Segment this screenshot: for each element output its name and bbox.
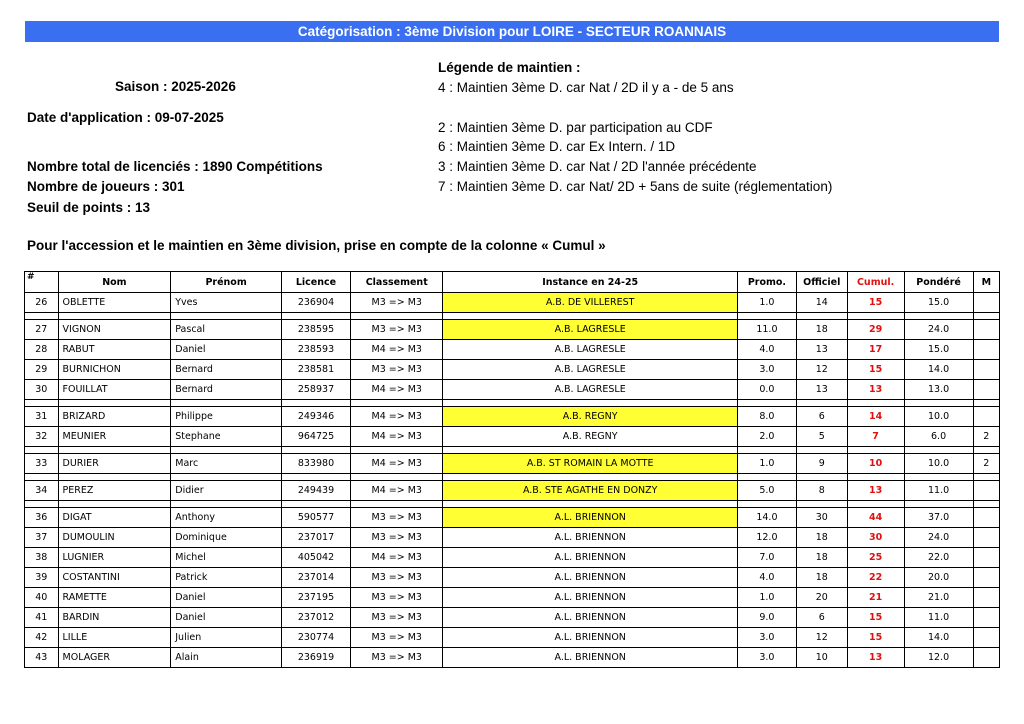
- cell-licence: 249439: [281, 481, 350, 501]
- cell-officiel: 18: [796, 528, 847, 548]
- cell-number: 39: [25, 568, 59, 588]
- cell-nom: MEUNIER: [58, 427, 171, 447]
- col-header-cumul: Cumul.: [847, 272, 904, 293]
- separator-cell: [58, 501, 171, 508]
- cell-officiel: 18: [796, 320, 847, 340]
- separator-cell: [281, 501, 350, 508]
- cell-instance: A.B. REGNY: [443, 407, 738, 427]
- cell-number: 30: [25, 380, 59, 400]
- cell-licence: 405042: [281, 548, 350, 568]
- cell-officiel: 5: [796, 427, 847, 447]
- separator-cell: [171, 501, 282, 508]
- cell-promo: 5.0: [737, 481, 796, 501]
- cell-pondere: 14.0: [904, 628, 973, 648]
- cell-m: [973, 588, 999, 608]
- cell-promo: 3.0: [737, 628, 796, 648]
- cell-number: 43: [25, 648, 59, 668]
- cell-instance: A.L. BRIENNON: [443, 528, 738, 548]
- cell-promo: 14.0: [737, 508, 796, 528]
- separator-cell: [904, 474, 973, 481]
- cell-cumul: 44: [847, 508, 904, 528]
- cell-prenom: Anthony: [171, 508, 282, 528]
- cell-promo: 2.0: [737, 427, 796, 447]
- cell-pondere: 10.0: [904, 407, 973, 427]
- table-row: [25, 568, 1000, 588]
- cell-instance: A.L. BRIENNON: [443, 608, 738, 628]
- separator-cell: [351, 313, 443, 320]
- col-header-promo: Promo.: [737, 272, 796, 293]
- cell-prenom: Bernard: [171, 380, 282, 400]
- cell-licence: 964725: [281, 427, 350, 447]
- cell-licence: 236904: [281, 293, 350, 313]
- separator-cell: [443, 447, 738, 454]
- legend-item: 6 : Maintien 3ème D. car Ex Intern. / 1D: [438, 139, 676, 154]
- cell-cumul: 21: [847, 588, 904, 608]
- separator-cell: [847, 313, 904, 320]
- separator-cell: [847, 400, 904, 407]
- cell-number: 36: [25, 508, 59, 528]
- col-header-instance: Instance en 24-25: [443, 272, 738, 293]
- separator-cell: [847, 474, 904, 481]
- table-row: [25, 293, 1000, 313]
- separator-cell: [737, 474, 796, 481]
- cell-instance: A.B. DE VILLEREST: [443, 293, 738, 313]
- cell-licence: 590577: [281, 508, 350, 528]
- separator-cell: [443, 313, 738, 320]
- cell-promo: 12.0: [737, 528, 796, 548]
- cell-instance: A.B. REGNY: [443, 427, 738, 447]
- separator-cell: [25, 474, 59, 481]
- cell-pondere: 20.0: [904, 568, 973, 588]
- separator-cell: [351, 400, 443, 407]
- cell-licence: 237014: [281, 568, 350, 588]
- cell-classement: M3 => M3: [351, 508, 443, 528]
- cell-instance: A.B. LAGRESLE: [443, 340, 738, 360]
- cell-licence: 238581: [281, 360, 350, 380]
- cell-cumul: 30: [847, 528, 904, 548]
- cell-nom: RAMETTE: [58, 588, 171, 608]
- cell-classement: M4 => M3: [351, 454, 443, 474]
- cell-pondere: 11.0: [904, 608, 973, 628]
- cell-instance: A.L. BRIENNON: [443, 628, 738, 648]
- cell-classement: M3 => M3: [351, 320, 443, 340]
- cell-classement: M3 => M3: [351, 608, 443, 628]
- separator-cell: [973, 501, 999, 508]
- cell-number: 26: [25, 293, 59, 313]
- separator-cell: [904, 400, 973, 407]
- cell-promo: 1.0: [737, 588, 796, 608]
- cell-pondere: 10.0: [904, 454, 973, 474]
- table-row: [25, 427, 1000, 447]
- cell-m: 2: [973, 454, 999, 474]
- cell-cumul: 25: [847, 548, 904, 568]
- separator-cell: [443, 400, 738, 407]
- cell-number: 41: [25, 608, 59, 628]
- separator-cell: [737, 313, 796, 320]
- legend-item: 2 : Maintien 3ème D. par participation au CDF: [438, 120, 713, 135]
- cell-licence: 258937: [281, 380, 350, 400]
- cell-classement: M4 => M3: [351, 407, 443, 427]
- separator-cell: [737, 400, 796, 407]
- cell-pondere: 12.0: [904, 648, 973, 668]
- cell-nom: MOLAGER: [58, 648, 171, 668]
- separator-row: [25, 474, 1000, 481]
- cell-instance: A.B. LAGRESLE: [443, 360, 738, 380]
- cell-m: [973, 648, 999, 668]
- col-header-number: #: [25, 272, 59, 293]
- cell-prenom: Philippe: [171, 407, 282, 427]
- cell-instance: A.B. LAGRESLE: [443, 320, 738, 340]
- cell-prenom: Stephane: [171, 427, 282, 447]
- cell-licence: 249346: [281, 407, 350, 427]
- cell-licence: 230774: [281, 628, 350, 648]
- cell-nom: BARDIN: [58, 608, 171, 628]
- cell-officiel: 6: [796, 407, 847, 427]
- cell-classement: M3 => M3: [351, 588, 443, 608]
- cumul-note: Pour l'accession et le maintien en 3ème division, prise en compte de la colonne « Cumul »: [27, 238, 606, 253]
- cell-promo: 4.0: [737, 568, 796, 588]
- separator-cell: [58, 447, 171, 454]
- separator-cell: [904, 313, 973, 320]
- cell-officiel: 10: [796, 648, 847, 668]
- cell-instance: A.L. BRIENNON: [443, 548, 738, 568]
- seuil-points-label: Seuil de points : 13: [27, 200, 151, 215]
- col-header-nom: Nom: [58, 272, 171, 293]
- table-row: [25, 648, 1000, 668]
- cell-prenom: Julien: [171, 628, 282, 648]
- cell-pondere: 24.0: [904, 320, 973, 340]
- cell-instance: A.B. LAGRESLE: [443, 380, 738, 400]
- table-row: [25, 588, 1000, 608]
- separator-cell: [796, 400, 847, 407]
- cell-promo: 8.0: [737, 407, 796, 427]
- separator-cell: [973, 400, 999, 407]
- cell-number: 31: [25, 407, 59, 427]
- separator-cell: [351, 474, 443, 481]
- cell-cumul: 29: [847, 320, 904, 340]
- cell-officiel: 12: [796, 360, 847, 380]
- separator-cell: [796, 313, 847, 320]
- cell-instance: A.B. STE AGATHE EN DONZY: [443, 481, 738, 501]
- cell-classement: M3 => M3: [351, 528, 443, 548]
- separator-cell: [796, 501, 847, 508]
- table-row: [25, 340, 1000, 360]
- separator-cell: [973, 474, 999, 481]
- legend-title: Légende de maintien :: [438, 60, 581, 75]
- cell-classement: M4 => M3: [351, 481, 443, 501]
- cell-m: [973, 407, 999, 427]
- table-row: [25, 320, 1000, 340]
- separator-cell: [171, 447, 282, 454]
- cell-classement: M3 => M3: [351, 293, 443, 313]
- cell-prenom: Alain: [171, 648, 282, 668]
- cell-classement: M3 => M3: [351, 360, 443, 380]
- cell-prenom: Daniel: [171, 588, 282, 608]
- cell-m: [973, 320, 999, 340]
- separator-cell: [58, 400, 171, 407]
- separator-row: [25, 313, 1000, 320]
- cell-m: [973, 340, 999, 360]
- cell-number: 37: [25, 528, 59, 548]
- legend-item: 4 : Maintien 3ème D. car Nat / 2D il y a - de 5 ans: [438, 80, 734, 95]
- cell-pondere: 37.0: [904, 508, 973, 528]
- cell-cumul: 17: [847, 340, 904, 360]
- separator-cell: [443, 474, 738, 481]
- cell-pondere: 13.0: [904, 380, 973, 400]
- cell-pondere: 6.0: [904, 427, 973, 447]
- separator-cell: [281, 400, 350, 407]
- cell-licence: 833980: [281, 454, 350, 474]
- separator-row: [25, 447, 1000, 454]
- table-row: [25, 528, 1000, 548]
- cell-cumul: 15: [847, 628, 904, 648]
- separator-cell: [737, 501, 796, 508]
- cell-number: 40: [25, 588, 59, 608]
- saison-label: Saison : 2025-2026: [115, 79, 236, 94]
- cell-officiel: 9: [796, 454, 847, 474]
- cell-classement: M3 => M3: [351, 648, 443, 668]
- cell-cumul: 15: [847, 608, 904, 628]
- cell-nom: DURIER: [58, 454, 171, 474]
- cell-classement: M4 => M3: [351, 427, 443, 447]
- cell-prenom: Patrick: [171, 568, 282, 588]
- cell-nom: LILLE: [58, 628, 171, 648]
- separator-cell: [904, 447, 973, 454]
- legend-item: 7 : Maintien 3ème D. car Nat/ 2D + 5ans de suite (réglementation): [438, 179, 833, 194]
- separator-row: [25, 400, 1000, 407]
- cell-number: 42: [25, 628, 59, 648]
- table-row: [25, 481, 1000, 501]
- cell-cumul: 15: [847, 360, 904, 380]
- cell-instance: A.L. BRIENNON: [443, 568, 738, 588]
- cell-promo: 3.0: [737, 360, 796, 380]
- cell-number: 27: [25, 320, 59, 340]
- cell-promo: 1.0: [737, 293, 796, 313]
- page-banner-title: Catégorisation : 3ème Division pour LOIRE - SECTEUR ROANNAIS: [25, 21, 999, 42]
- cell-prenom: Daniel: [171, 608, 282, 628]
- cell-licence: 237012: [281, 608, 350, 628]
- separator-cell: [171, 313, 282, 320]
- cell-officiel: 30: [796, 508, 847, 528]
- cell-classement: M4 => M3: [351, 548, 443, 568]
- cell-nom: BURNICHON: [58, 360, 171, 380]
- cell-officiel: 14: [796, 293, 847, 313]
- separator-cell: [351, 447, 443, 454]
- table-body: [25, 293, 1000, 668]
- cell-classement: M4 => M3: [351, 380, 443, 400]
- cell-cumul: 14: [847, 407, 904, 427]
- cell-instance: A.L. BRIENNON: [443, 648, 738, 668]
- total-licencies-label: Nombre total de licenciés : 1890 Compétitions: [27, 159, 323, 174]
- cell-m: [973, 628, 999, 648]
- table-row: [25, 548, 1000, 568]
- col-header-licence: Licence: [281, 272, 350, 293]
- separator-cell: [171, 400, 282, 407]
- cell-m: [973, 360, 999, 380]
- separator-cell: [25, 501, 59, 508]
- table-row: [25, 380, 1000, 400]
- separator-row: [25, 501, 1000, 508]
- cell-m: [973, 481, 999, 501]
- cell-m: [973, 293, 999, 313]
- separator-cell: [973, 447, 999, 454]
- cell-pondere: 15.0: [904, 340, 973, 360]
- separator-cell: [25, 447, 59, 454]
- cell-instance: A.B. ST ROMAIN LA MOTTE: [443, 454, 738, 474]
- cell-officiel: 20: [796, 588, 847, 608]
- cell-classement: M3 => M3: [351, 628, 443, 648]
- separator-cell: [281, 447, 350, 454]
- cell-prenom: Didier: [171, 481, 282, 501]
- separator-cell: [796, 447, 847, 454]
- cell-number: 38: [25, 548, 59, 568]
- cell-prenom: Yves: [171, 293, 282, 313]
- cell-nom: PEREZ: [58, 481, 171, 501]
- players-table: [24, 271, 1000, 668]
- cell-promo: 4.0: [737, 340, 796, 360]
- cell-officiel: 6: [796, 608, 847, 628]
- cell-cumul: 7: [847, 427, 904, 447]
- cell-m: [973, 608, 999, 628]
- cell-pondere: 22.0: [904, 548, 973, 568]
- cell-number: 29: [25, 360, 59, 380]
- cell-pondere: 24.0: [904, 528, 973, 548]
- cell-promo: 7.0: [737, 548, 796, 568]
- separator-cell: [737, 447, 796, 454]
- cell-cumul: 10: [847, 454, 904, 474]
- cell-cumul: 13: [847, 648, 904, 668]
- cell-number: 33: [25, 454, 59, 474]
- separator-cell: [25, 400, 59, 407]
- col-header-prenom: Prénom: [171, 272, 282, 293]
- cell-nom: DIGAT: [58, 508, 171, 528]
- cell-instance: A.L. BRIENNON: [443, 508, 738, 528]
- col-header-pondere: Pondéré: [904, 272, 973, 293]
- cell-nom: COSTANTINI: [58, 568, 171, 588]
- cell-promo: 3.0: [737, 648, 796, 668]
- cell-licence: 237195: [281, 588, 350, 608]
- cell-nom: LUGNIER: [58, 548, 171, 568]
- separator-cell: [973, 313, 999, 320]
- cell-cumul: 13: [847, 481, 904, 501]
- cell-nom: BRIZARD: [58, 407, 171, 427]
- cell-licence: 238595: [281, 320, 350, 340]
- cell-prenom: Dominique: [171, 528, 282, 548]
- separator-cell: [351, 501, 443, 508]
- separator-cell: [171, 474, 282, 481]
- separator-cell: [281, 313, 350, 320]
- cell-officiel: 8: [796, 481, 847, 501]
- cell-licence: 237017: [281, 528, 350, 548]
- cell-m: [973, 568, 999, 588]
- table-row: [25, 608, 1000, 628]
- cell-licence: 236919: [281, 648, 350, 668]
- table-header-row: [25, 272, 1000, 293]
- cell-prenom: Bernard: [171, 360, 282, 380]
- cell-pondere: 21.0: [904, 588, 973, 608]
- cell-prenom: Michel: [171, 548, 282, 568]
- separator-cell: [25, 313, 59, 320]
- cell-prenom: Marc: [171, 454, 282, 474]
- table-row: [25, 360, 1000, 380]
- cell-promo: 9.0: [737, 608, 796, 628]
- cell-cumul: 15: [847, 293, 904, 313]
- cell-cumul: 13: [847, 380, 904, 400]
- cell-m: [973, 548, 999, 568]
- date-application-label: Date d'application : 09-07-2025: [27, 110, 224, 125]
- cell-instance: A.L. BRIENNON: [443, 588, 738, 608]
- cell-licence: 238593: [281, 340, 350, 360]
- separator-cell: [443, 501, 738, 508]
- cell-classement: M4 => M3: [351, 340, 443, 360]
- cell-nom: RABUT: [58, 340, 171, 360]
- separator-cell: [847, 501, 904, 508]
- cell-cumul: 22: [847, 568, 904, 588]
- cell-pondere: 11.0: [904, 481, 973, 501]
- col-header-officiel: Officiel: [796, 272, 847, 293]
- table-row: [25, 508, 1000, 528]
- cell-nom: VIGNON: [58, 320, 171, 340]
- legend-item: 3 : Maintien 3ème D. car Nat / 2D l'année précédente: [438, 159, 757, 174]
- separator-cell: [281, 474, 350, 481]
- table-row: [25, 454, 1000, 474]
- cell-prenom: Pascal: [171, 320, 282, 340]
- cell-m: [973, 528, 999, 548]
- cell-number: 32: [25, 427, 59, 447]
- cell-m: [973, 380, 999, 400]
- table-row: [25, 407, 1000, 427]
- table-row: [25, 628, 1000, 648]
- cell-number: 28: [25, 340, 59, 360]
- cell-prenom: Daniel: [171, 340, 282, 360]
- separator-cell: [796, 474, 847, 481]
- nombre-joueurs-label: Nombre de joueurs : 301: [27, 179, 185, 194]
- cell-pondere: 15.0: [904, 293, 973, 313]
- cell-officiel: 13: [796, 380, 847, 400]
- cell-promo: 0.0: [737, 380, 796, 400]
- cell-nom: OBLETTE: [58, 293, 171, 313]
- cell-m: [973, 508, 999, 528]
- cell-officiel: 12: [796, 628, 847, 648]
- separator-cell: [58, 474, 171, 481]
- cell-officiel: 13: [796, 340, 847, 360]
- cell-officiel: 18: [796, 568, 847, 588]
- cell-nom: FOUILLAT: [58, 380, 171, 400]
- cell-m: 2: [973, 427, 999, 447]
- cell-classement: M3 => M3: [351, 568, 443, 588]
- cell-promo: 11.0: [737, 320, 796, 340]
- separator-cell: [847, 447, 904, 454]
- cell-officiel: 18: [796, 548, 847, 568]
- cell-promo: 1.0: [737, 454, 796, 474]
- cell-nom: DUMOULIN: [58, 528, 171, 548]
- col-header-m: M: [973, 272, 999, 293]
- separator-cell: [904, 501, 973, 508]
- separator-cell: [58, 313, 171, 320]
- col-header-classement: Classement: [351, 272, 443, 293]
- cell-pondere: 14.0: [904, 360, 973, 380]
- cell-number: 34: [25, 481, 59, 501]
